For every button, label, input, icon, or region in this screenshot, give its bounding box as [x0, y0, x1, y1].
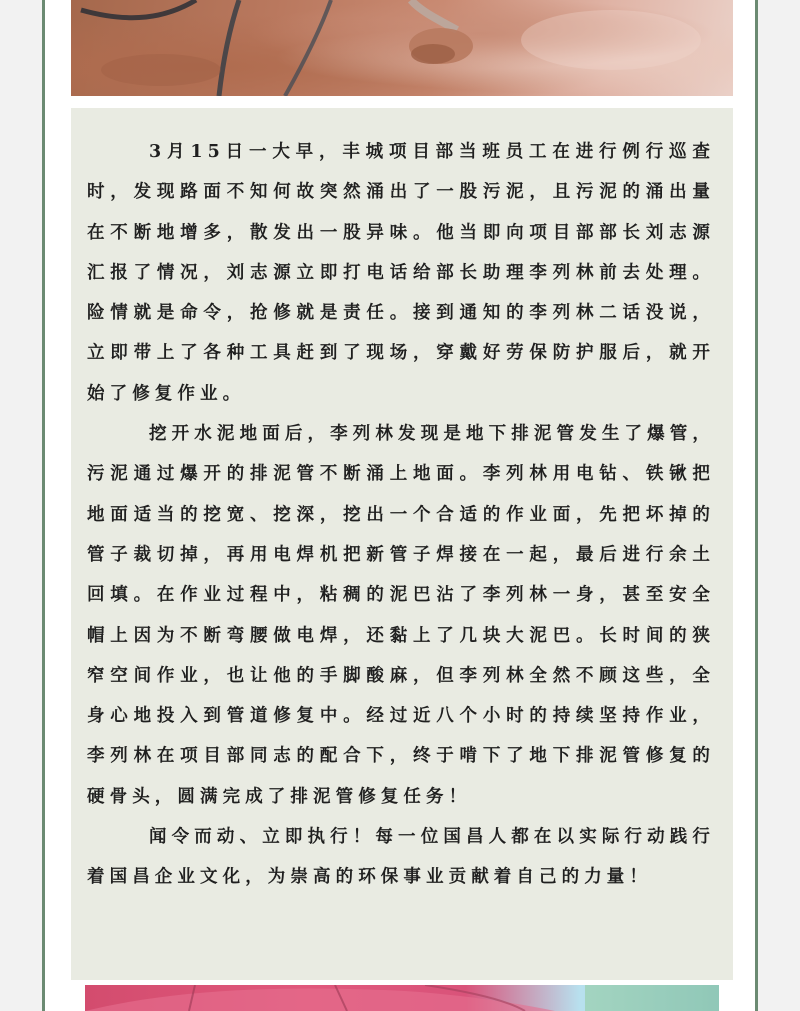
top-photo: [71, 0, 733, 96]
umbrella-photo-graphic: [85, 985, 719, 1011]
bottom-photo: [85, 985, 719, 1011]
article-paragraph-1: 3月15日一大早，丰城项目部当班员工在进行例行巡查时，发现路面不知何故突然涌出了一股污泥，且污泥的涌出量在不断地增多，散发出一股异味。他当即向项目部部长刘志源汇报了情况，刘志源立即打电话给部长助理李列林前去处理。险情就是命令，抢修就是责任。接到通知的李列林二话没说，立即带上了各种工具赶到了现场，穿戴好劳保防护服后，就开始了修复作业。: [87, 142, 715, 404]
article-text-panel: [71, 108, 733, 980]
article-paragraph-2: 挖开水泥地面后，李列林发现是地下排泥管发生了爆管，污泥通过爆开的排泥管不断涌上地面。李列林用电钻、铁锹把地面适当的挖宽、挖深，挖出一个合适的作业面，先把坏掉的管子裁切掉，再用电焊机把新管子焊接在一起，最后进行余土回填。在作业过程中，粘稠的泥巴沾了李列林一身，甚至安全帽上因为不断弯腰做电焊，还黏上了几块大泥巴。长时间的狭窄空间作业，也让他的手脚酸麻，但李列林全然不顾这些，全身心地投入到管道修复中。经过近八个小时的持续坚持作业，李列林在项目部同志的配合下，终于啃下了地下排泥管修复的硬骨头，圆满完成了排泥管修复任务！: [87, 424, 715, 807]
article-page: [42, 0, 758, 1011]
mud-pipe-photo-graphic: [71, 0, 733, 96]
article-paragraph-3: 闻令而动、立即执行！每一位国昌人都在以实际行动践行着国昌企业文化，为崇高的环保事业贡献着自己的力量！: [87, 827, 715, 888]
